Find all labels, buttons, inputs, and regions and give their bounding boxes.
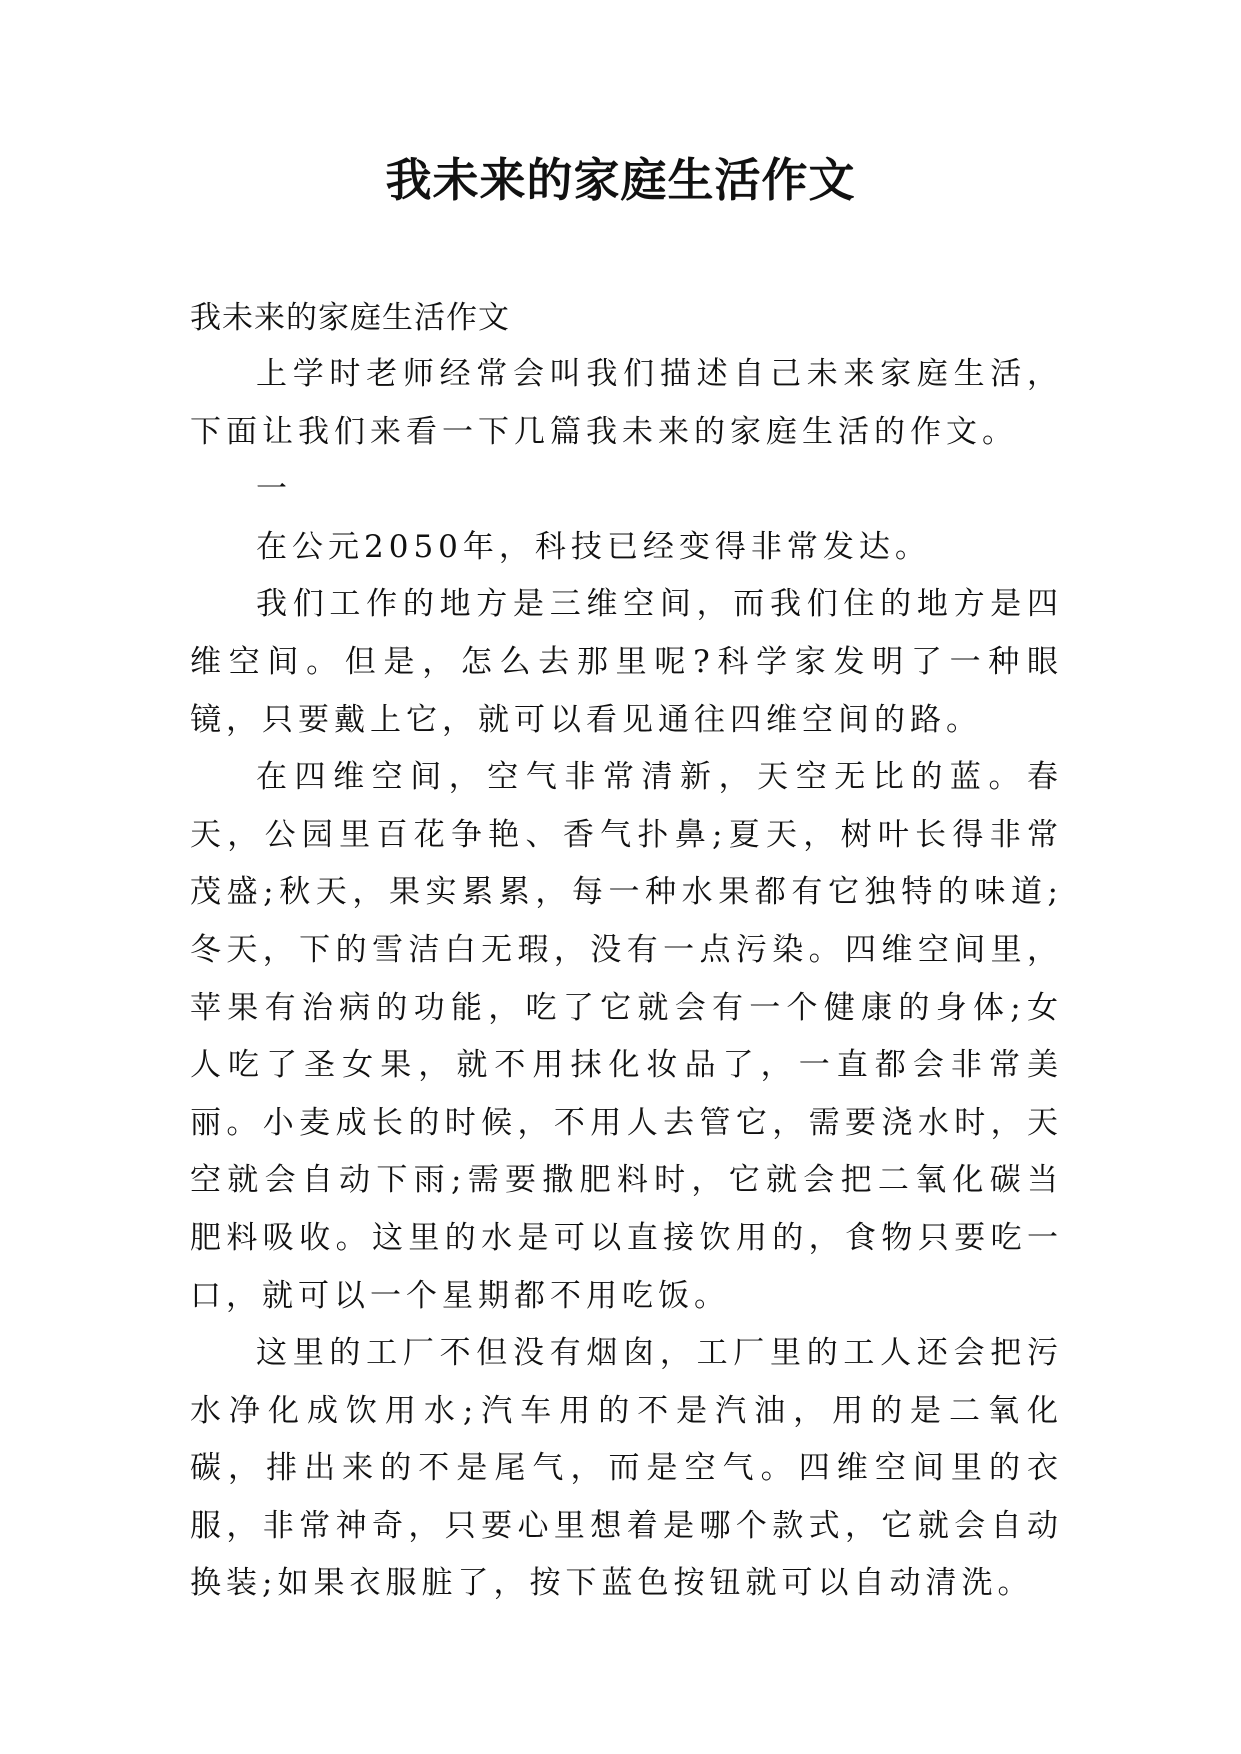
paragraph-section-number: 一: [256, 471, 292, 508]
paragraph-four-dimensional-space: 我们工作的地方是三维空间，而我们住的地方是四维空间。但是，怎么去那里呢?科学家发明了一种眼镜，只要戴上它，就可以看见通往四维空间的路。: [190, 586, 1063, 738]
paragraph-factories-and-clothes: 这里的工厂不但没有烟囱，工厂里的工人还会把污水净化成饮用水;汽车用的不是汽油，用的是二氧化碳，排出来的不是尾气，而是空气。四维空间里的衣服，非常神奇，只要心里想着是哪个款式，它就会自动换装;如果衣服脏了，按下蓝色按钮就可以自动清洗。: [190, 1335, 1063, 1602]
document-subtitle: 我未来的家庭生活作文: [190, 300, 510, 336]
document-body: [190, 346, 1063, 1613]
paragraph-nature-and-food: 在四维空间，空气非常清新，天空无比的蓝。春天，公园里百花争艳、香气扑鼻;夏天，树叶长得非常茂盛;秋天，果实累累，每一种水果都有它独特的味道;冬天，下的雪洁白无瑕，没有一点污染。四维空间里，苹果有治病的功能，吃了它就会有一个健康的身体;女人吃了圣女果，就不用抹化妆品了，一直都会非常美丽。小麦成长的时候，不用人去管它，需要浇水时，天空就会自动下雨;需要撒肥料时，它就会把二氧化碳当肥料吸收。这里的水是可以直接饮用的，食物只要吃一口，就可以一个星期都不用吃饭。: [190, 759, 1063, 1314]
paragraph-year-2050: 在公元2050年，科技已经变得非常发达。: [256, 528, 931, 565]
document-title: 我未来的家庭生活作文: [385, 153, 856, 207]
paragraph-intro: 上学时老师经常会叫我们描述自己未来家庭生活，下面让我们来看一下几篇我未来的家庭生活的作文。: [190, 356, 1063, 450]
